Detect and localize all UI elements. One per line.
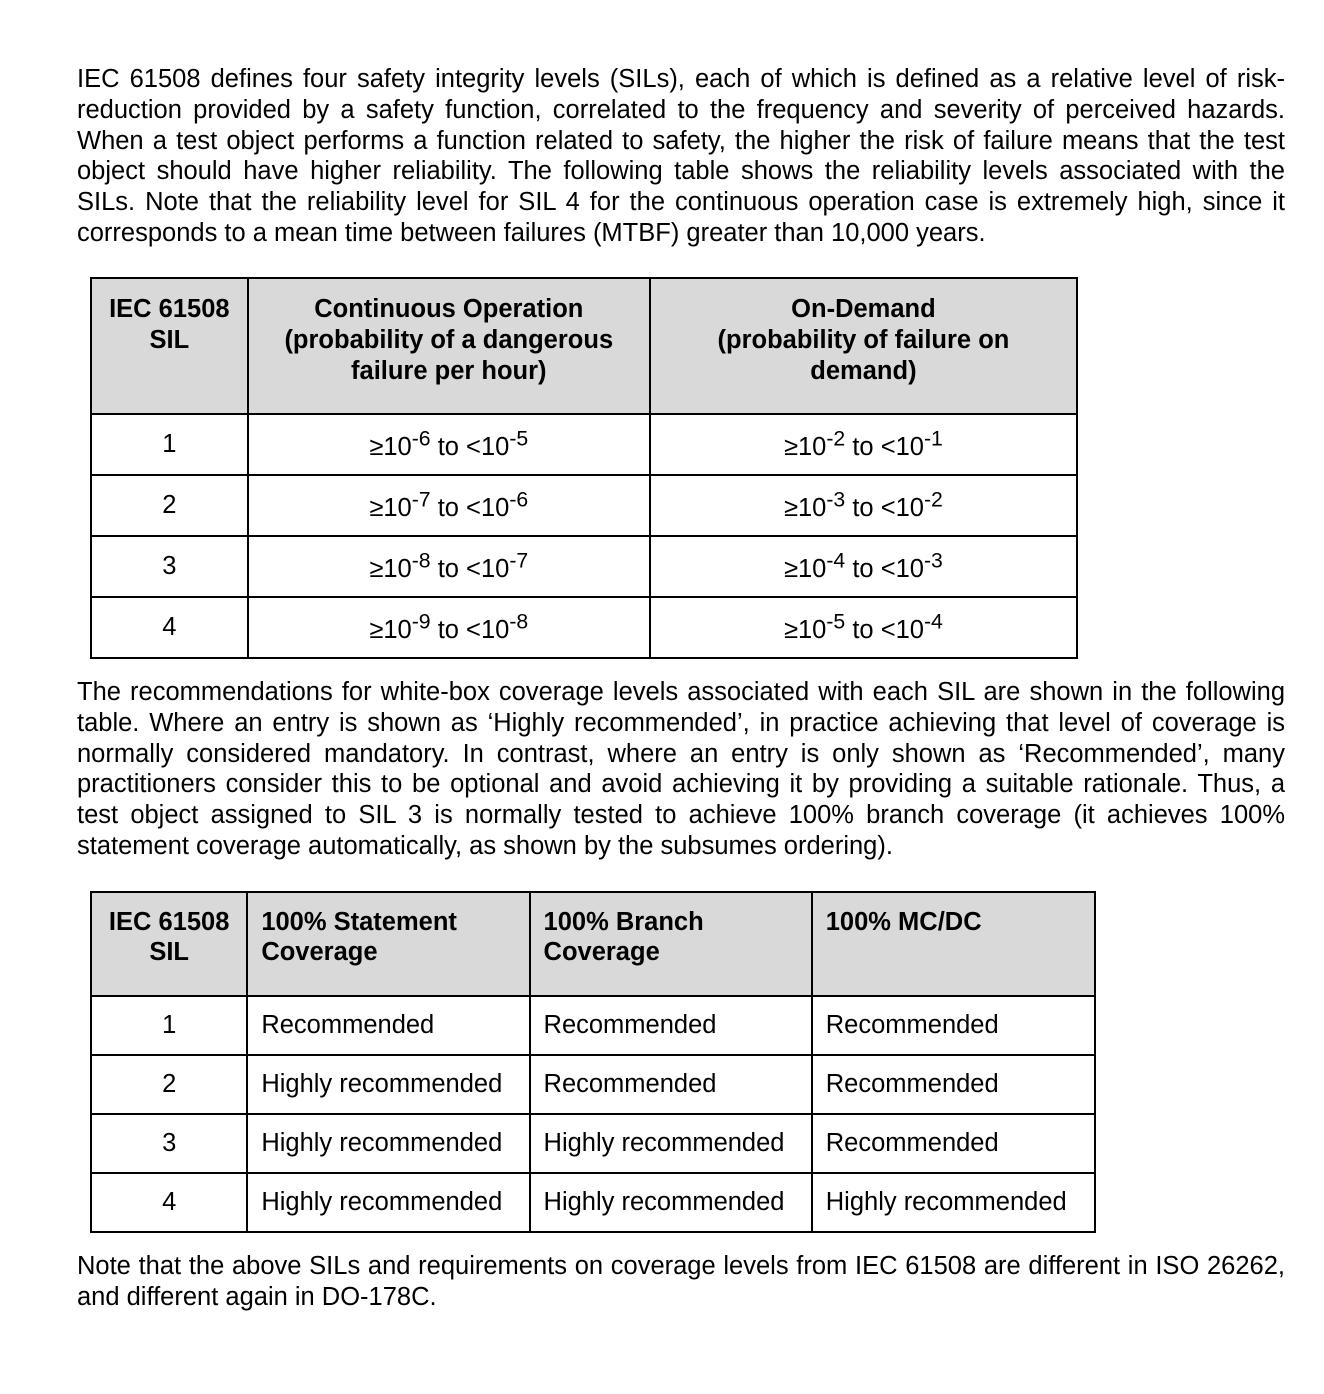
high-exponent: -5 bbox=[509, 426, 529, 451]
coverage-table bbox=[90, 891, 1096, 1233]
high-exponent: -6 bbox=[509, 487, 529, 512]
to-less-than: to <10 bbox=[845, 616, 924, 645]
ge-symbol: ≥ bbox=[783, 555, 798, 584]
sil-cell: 2 bbox=[91, 1055, 247, 1114]
on-demand-cell bbox=[650, 475, 1077, 536]
high-exponent: -8 bbox=[509, 609, 529, 634]
on-demand-cell bbox=[650, 536, 1077, 597]
reliability-table bbox=[90, 277, 1078, 659]
low-exponent: -5 bbox=[826, 609, 846, 634]
mcdc-cell: Recommended bbox=[812, 1055, 1095, 1114]
sil-cell: 3 bbox=[91, 536, 248, 597]
ge-symbol: ≥ bbox=[369, 616, 384, 645]
high-exponent: -1 bbox=[923, 426, 943, 451]
low-exponent: -6 bbox=[411, 426, 431, 451]
sil-cell: 2 bbox=[91, 475, 248, 536]
ge-symbol: ≥ bbox=[783, 494, 798, 523]
ge-symbol: ≥ bbox=[783, 433, 798, 462]
header-demand-line1: On-Demand bbox=[791, 295, 936, 323]
mcdc-cell: Recommended bbox=[812, 1114, 1095, 1173]
base-ten: 10 bbox=[383, 616, 412, 645]
header-statement bbox=[247, 892, 529, 996]
to-less-than: to <10 bbox=[845, 494, 924, 523]
mcdc-cell: Recommended bbox=[812, 996, 1095, 1055]
base-ten: 10 bbox=[797, 555, 827, 584]
sil-cell: 4 bbox=[91, 1173, 247, 1232]
ge-symbol: ≥ bbox=[783, 616, 798, 645]
header-sil-line1: IEC 61508 bbox=[108, 908, 230, 936]
branch-cell: Recommended bbox=[530, 996, 812, 1055]
to-less-than: to <10 bbox=[430, 555, 510, 584]
to-less-than: to <10 bbox=[845, 555, 924, 584]
table-row bbox=[91, 996, 1095, 1055]
on-demand-cell bbox=[650, 597, 1077, 658]
header-on-demand bbox=[650, 278, 1077, 414]
sil-cell: 3 bbox=[91, 1114, 247, 1173]
ge-symbol: ≥ bbox=[369, 433, 384, 462]
header-statement-line2: Coverage bbox=[261, 938, 378, 966]
statement-cell: Highly recommended bbox=[247, 1173, 529, 1232]
header-continuous-line1: Continuous Operation bbox=[314, 295, 584, 323]
mcdc-cell: Highly recommended bbox=[812, 1173, 1095, 1232]
header-sil bbox=[91, 278, 248, 414]
branch-cell: Highly recommended bbox=[530, 1114, 812, 1173]
header-statement-line1: 100% Statement bbox=[261, 908, 457, 936]
high-exponent: -3 bbox=[923, 548, 943, 573]
base-ten: 10 bbox=[383, 494, 412, 523]
table-row bbox=[91, 597, 1077, 658]
header-branch-line2: Coverage bbox=[543, 938, 660, 966]
branch-cell: Highly recommended bbox=[530, 1173, 812, 1232]
header-sil bbox=[91, 892, 247, 996]
header-mcdc-label: 100% MC/DC bbox=[825, 908, 982, 936]
table-row bbox=[91, 1114, 1095, 1173]
continuous-cell bbox=[248, 597, 650, 658]
header-demand-line3: demand) bbox=[810, 357, 917, 385]
statement-cell: Highly recommended bbox=[247, 1114, 529, 1173]
high-exponent: -2 bbox=[923, 487, 943, 512]
base-ten: 10 bbox=[383, 555, 412, 584]
table-row bbox=[91, 1055, 1095, 1114]
continuous-cell bbox=[248, 475, 650, 536]
header-branch-line1: 100% Branch bbox=[543, 908, 704, 936]
ge-symbol: ≥ bbox=[369, 555, 384, 584]
base-ten: 10 bbox=[797, 433, 827, 462]
low-exponent: -8 bbox=[411, 548, 431, 573]
high-exponent: -7 bbox=[509, 548, 529, 573]
sil-cell: 4 bbox=[91, 597, 248, 658]
header-continuous bbox=[248, 278, 650, 414]
note-paragraph: Note that the above SILs and requirements on coverage levels from IEC 61508 are different in ISO 26262, and different again in DO-178C. bbox=[77, 1252, 1285, 1311]
header-sil-line2: SIL bbox=[149, 938, 189, 966]
base-ten: 10 bbox=[797, 494, 827, 523]
to-less-than: to <10 bbox=[430, 433, 510, 462]
header-sil-line1: IEC 61508 bbox=[109, 295, 230, 323]
header-branch bbox=[530, 892, 812, 996]
ge-symbol: ≥ bbox=[369, 494, 384, 523]
to-less-than: to <10 bbox=[430, 494, 510, 523]
to-less-than: to <10 bbox=[845, 433, 924, 462]
on-demand-cell bbox=[650, 414, 1077, 475]
header-sil-line2: SIL bbox=[149, 326, 190, 354]
table-row bbox=[91, 536, 1077, 597]
branch-cell: Recommended bbox=[530, 1055, 812, 1114]
reliability-header-row bbox=[91, 278, 1077, 414]
sil-cell: 1 bbox=[91, 996, 247, 1055]
low-exponent: -7 bbox=[411, 487, 431, 512]
table-row bbox=[91, 414, 1077, 475]
statement-cell: Recommended bbox=[247, 996, 529, 1055]
continuous-cell bbox=[248, 414, 650, 475]
low-exponent: -3 bbox=[826, 487, 846, 512]
low-exponent: -2 bbox=[826, 426, 846, 451]
header-demand-line2: (probability of failure on bbox=[717, 326, 1010, 354]
table-row bbox=[91, 475, 1077, 536]
header-continuous-line3: failure per hour) bbox=[351, 357, 547, 385]
statement-cell: Highly recommended bbox=[247, 1055, 529, 1114]
high-exponent: -4 bbox=[923, 609, 943, 634]
base-ten: 10 bbox=[797, 616, 827, 645]
intro-paragraph: IEC 61508 defines four safety integrity levels (SILs), each of which is defined as a relative level of risk-reduction provided by a safety function, correlated to the frequency and severity of perceived hazards. When a test object performs a function related to safety, the higher the risk of failure means that the test object should have higher reliability. The following table shows the reliability levels associated with the SILs. Note that the reliability level for SIL 4 for the continuous operation case is extremely high, since it corresponds to a mean time between failures (MTBF) greater than 10,000 years. bbox=[77, 65, 1285, 247]
header-continuous-line2: (probability of a dangerous bbox=[284, 326, 614, 354]
recommendations-paragraph: The recommendations for white-box coverage levels associated with each SIL are shown in the following table. Where an entry is shown as ‘Highly recommended’, in practice achieving that level of coverage is normally considered mandatory. In contrast, where an entry is only shown as ‘Recommended’, many practitioners consider this to be optional and avoid achieving it by providing a suitable rationale. Thus, a test object assigned to SIL 3 is normally tested to achieve 100% branch coverage (it achieves 100% statement coverage automatically, as shown by the subsumes ordering). bbox=[77, 678, 1285, 860]
to-less-than: to <10 bbox=[430, 616, 510, 645]
sil-cell: 1 bbox=[91, 414, 248, 475]
table-row bbox=[91, 1173, 1095, 1232]
coverage-header-row bbox=[91, 892, 1095, 996]
continuous-cell bbox=[248, 536, 650, 597]
base-ten: 10 bbox=[383, 433, 412, 462]
header-mcdc bbox=[812, 892, 1095, 996]
low-exponent: -4 bbox=[826, 548, 846, 573]
low-exponent: -9 bbox=[411, 609, 431, 634]
